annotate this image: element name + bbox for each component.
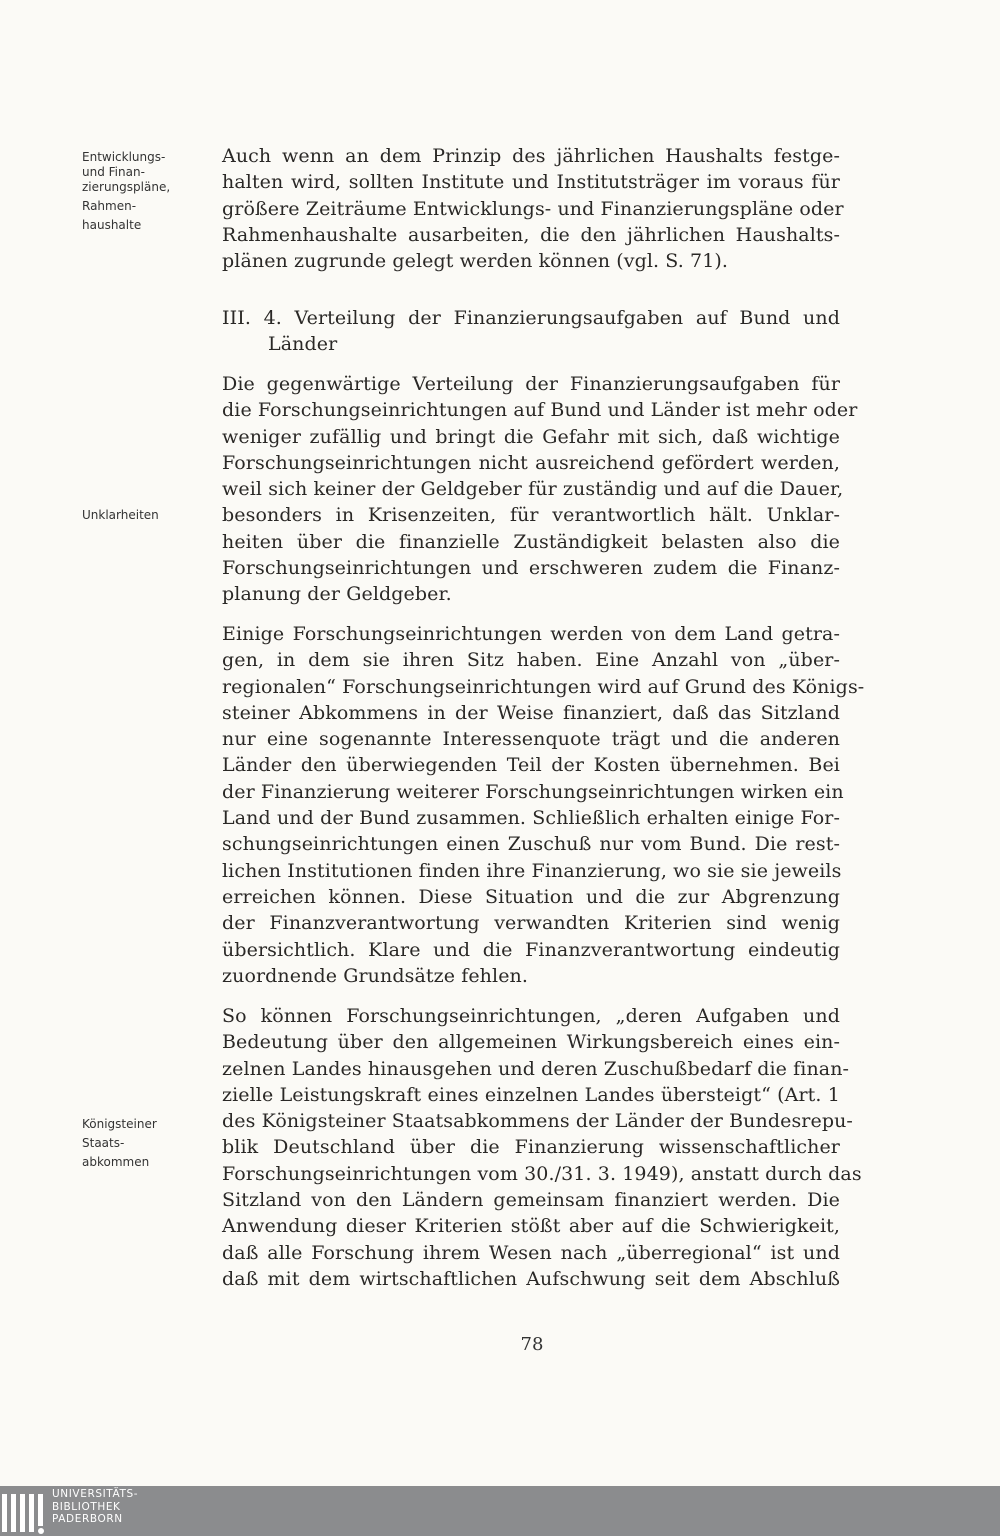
library-footer (0, 1486, 1000, 1536)
text-line: gen, in dem sie ihren Sitz haben. Eine Anzahl von „über- (222, 649, 840, 672)
text-line: erreichen können. Diese Situation und die zur Abgrenzung (222, 885, 840, 908)
margin-note-line: Rahmen- (82, 199, 137, 213)
margin-note-line: zierungspläne, (82, 180, 171, 194)
library-name (52, 1488, 138, 1526)
margin-note-line: Unklarheiten (82, 508, 159, 522)
library-name-line: PADERBORN (52, 1513, 123, 1525)
heading-line: III. 4. Verteilung der Finanzierungsaufgaben auf Bund und (222, 307, 840, 329)
text-line: Einige Forschungseinrichtungen werden von dem Land getra- (222, 623, 840, 645)
text-line: die Forschungseinrichtungen auf Bund und Länder ist mehr oder (222, 399, 858, 422)
text-line: zielle Leistungskraft eines einzelnen Landes übersteigt“ (Art. 1 (222, 1083, 840, 1106)
text-line: Die gegenwärtige Verteilung der Finanzierungsaufgaben für (222, 373, 840, 395)
text-line: So können Forschungseinrichtungen, „deren Aufgaben und (222, 1005, 840, 1027)
text-line: Rahmenhaushalte ausarbeiten, die den jährlichen Haushalts- (222, 223, 840, 246)
text-line: übersichtlich. Klare und die Finanzverantwortung eindeutig (222, 938, 840, 961)
paragraph-funding-models (222, 621, 865, 989)
margin-note-unclarity (82, 506, 202, 525)
text-line: Forschungseinrichtungen und erschweren zudem die Finanz- (222, 557, 840, 580)
text-line: schungseinrichtungen einen Zuschuß nur vom Bund. Die rest- (222, 833, 840, 856)
heading-line: Länder (268, 333, 338, 356)
logo-dot-icon (38, 1528, 44, 1534)
text-line: daß alle Forschung ihrem Wesen nach „überregional“ ist und (222, 1241, 840, 1264)
text-line: besonders in Krisenzeiten, für verantwortlich hält. Unklar- (222, 504, 840, 527)
text-line: zelnen Landes hinausgehen und deren Zuschußbedarf die finan- (222, 1057, 850, 1080)
text-line: halten wird, sollten Institute und Institutsträger im voraus für (222, 171, 840, 194)
text-line: Bedeutung über den allgemeinen Wirkungsbereich eines ein- (222, 1031, 840, 1054)
text-line: planung der Geldgeber. (222, 583, 452, 606)
text-line: nur eine sogenannte Interessenquote trägt und die anderen (222, 728, 840, 751)
text-line: weniger zufällig und bringt die Gefahr mit sich, daß wichtige (222, 425, 840, 448)
text-line: Forschungseinrichtungen nicht ausreichend gefördert werden, (222, 451, 840, 474)
text-line: heiten über die finanzielle Zuständigkeit belasten also die (222, 530, 840, 553)
page-number: 78 (520, 1334, 544, 1355)
text-line: daß mit dem wirtschaftlichen Aufschwung seit dem Abschluß (222, 1267, 840, 1290)
paragraph-current-distribution (222, 371, 858, 608)
paragraph-planning (222, 143, 844, 274)
text-line: blik Deutschland über die Finanzierung wissenschaftlicher (222, 1136, 840, 1159)
text-line: der Finanzierung weiterer Forschungseinrichtungen wirken ein (222, 780, 844, 803)
text-line: Anwendung dieser Kriterien stößt aber auf die Schwierigkeit, (222, 1215, 840, 1238)
margin-note-line: abkommen (82, 1155, 150, 1169)
paragraph-koenigstein (222, 1003, 862, 1292)
margin-note-koenigstein (82, 1115, 202, 1172)
text-line: größere Zeiträume Entwicklungs- und Finanzierungspläne oder (222, 197, 844, 220)
text-line: weil sich keiner der Geldgeber für zuständig und auf die Dauer, (222, 478, 844, 501)
margin-note-line: Königsteiner (82, 1117, 157, 1131)
text-line: regionalen“ Forschungseinrichtungen wird auf Grund des Königs- (222, 675, 865, 698)
margin-note-line: Staats- (82, 1136, 125, 1150)
margin-note-planning (82, 148, 202, 235)
text-line: lichen Institutionen finden ihre Finanzierung, wo sie sie jeweils (222, 859, 842, 882)
margin-note-line: und Finan- (82, 165, 145, 179)
margin-note-line: Entwicklungs- (82, 150, 166, 164)
library-name-line: BIBLIOTHEK (52, 1500, 121, 1513)
margin-note-line: haushalte (82, 218, 142, 232)
text-line: Land und der Bund zusammen. Schließlich erhalten einige For- (222, 807, 840, 830)
text-line: Auch wenn an dem Prinzip des jährlichen Haushalts festge- (222, 145, 840, 167)
text-line: plänen zugrunde gelegt werden können (vgl. S. 71). (222, 250, 729, 273)
section-heading (222, 305, 840, 358)
text-line: Sitzland von den Ländern gemeinsam finanziert werden. Die (222, 1189, 840, 1212)
text-line: des Königsteiner Staatsabkommens der Länder der Bundesrepu- (222, 1110, 853, 1133)
library-name-line: UNIVERSITÄTS- (52, 1488, 139, 1500)
text-line: zuordnende Grundsätze fehlen. (222, 964, 529, 987)
text-line: Länder den überwiegenden Teil der Kosten übernehmen. Bei (222, 754, 840, 777)
text-line: der Finanzverantwortung verwandten Kriterien sind wenig (222, 912, 840, 935)
text-line: steiner Abkommens in der Weise finanziert, daß das Sitzland (222, 701, 840, 724)
text-line: Forschungseinrichtungen vom 30./31. 3. 1949), anstatt durch das (222, 1162, 862, 1185)
